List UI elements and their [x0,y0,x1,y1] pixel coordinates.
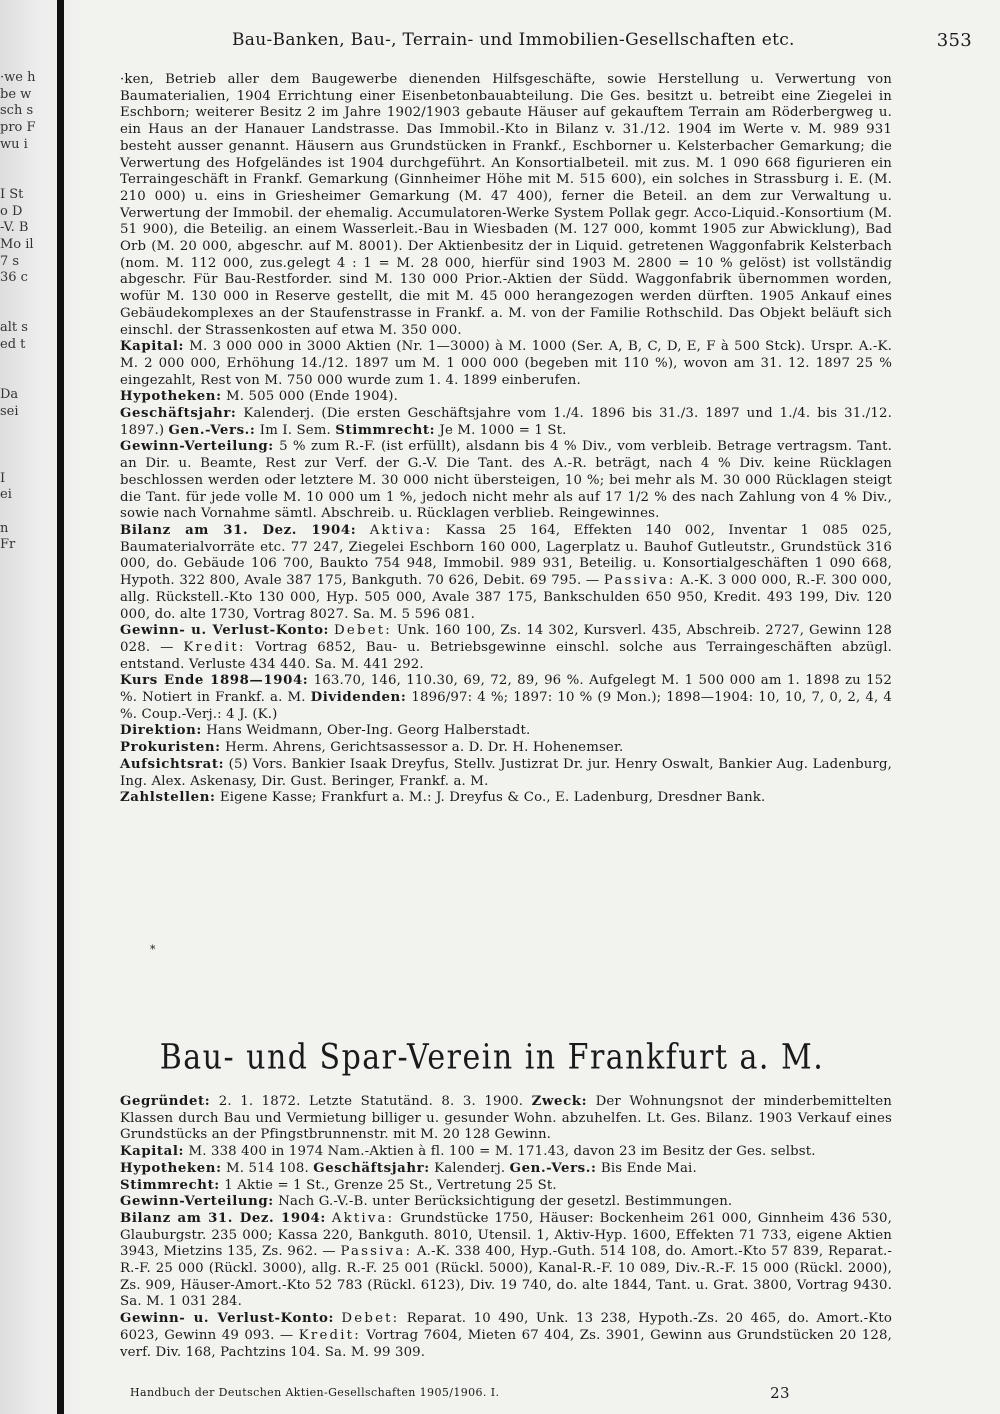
book-spine [57,0,64,1414]
facing-page-fragment: Mo il [0,236,34,252]
facing-page-fragment: n [0,520,9,536]
facing-page-fragment: Da [0,387,19,403]
facing-page-fragment [0,420,56,437]
facing-page-fragment: alt s [0,320,28,336]
company1-business-text: ·ken, Betrieb aller dem Baugewerbe dienenden Hilfsgeschäfte, sowie Herstellung u. Verwertung von Baumaterialien, 1904 Errichtung einer Eisenbetonbauabteilung. Die Ges. besitzt u. betreibt eine Ziegelei in Eschborn; weiterer Besitz 2 im Jahre 1902/1903 gebaute Häuser auf gekauftem Terrain am Röderbergweg u. ein Haus an der Hanauer Landstrasse. Das Immobil.-Kto in Bilanz v. 31./12. 1904 im Werte v. M. 989 931 besteht ausser genannt. Häusern aus Grundstücken in Frankf., Eschborner u. Kelsterbacher Gemarkung; die Verwertung des Hofgeländes ist 1904 durchgeführt. An Konsortialbeteil. mit zus. M. 1 090 668 figurieren ein Terraingeschäft in Frankf. Gemarkung (Ginnheimer Höhe mit M. 515 600), ein solches in Strassburg i. E. (M. 210 000) u. eins in Griesheimer Gemarkung (M. 47 400), ferner die Beteil. an dem zur Verwaltung u. Verwertung der Immobil. der ehemalig. Accumulatoren-Werke System Pollak gegr. Acco-Liquid.-Konsortium (M. 51 900), die Beteilig. an einem Wasserleit.-Bau in Wiesbaden (M. 127 000, kommt 1905 zur Abwicklung), Bad Orb (M. 20 000, abgeschr. auf M. 8001). Der Aktienbesitz der in Liquid. getretenen Waggonfabrik Kelsterbach (nom. M. 112 000, zus.gelegt 4 : 1 = M. 28 000, hierfür sind 1903 M. 2800 = 10 % gelöst) ist vollständig abgeschr. Für Bau-Restforder. sind M. 130 000 Prior.-Aktien der Südd. Waggonfabrik übernommen worden, wofür M. 130 000 in Reserve gestellt, die mit M. 45 000 herangezogen werden dürften. 1905 Ankauf eines Gebäudekomplexes an der Staufenstrasse in Frankf. a. M. von der Familie Rothschild. Das Objekt beläuft sich einschl. der Strassenkosten auf etwa M. 350 000. [120,72,892,338]
entry-end-marker: * [150,943,156,956]
facing-page-fragment [0,454,56,471]
company2-hypotheken: Hypotheken: M. 514 108. Geschäftsjahr: Kalenderj. Gen.-Vers.: Bis Ende Mai. [120,1160,697,1176]
company1-hypotheken: Hypotheken: M. 505 000 (Ende 1904). [120,389,399,405]
company1-direktion: Direktion: Hans Weidmann, Ober-Ing. Georg Halberstadt. [120,723,531,739]
facing-page-fragment: sei [0,403,19,419]
facing-page-fragment: sch s [0,103,34,119]
company1-entry [92,72,892,807]
facing-page-fragment [0,304,56,321]
company2-kapital: Kapital: M. 338 400 in 1974 Nam.-Aktien à fl. 100 = M. 171.43, davon 23 im Besitz der Ges. selbst. [120,1144,816,1160]
company2-title: Bau- und Spar-Verein in Frankfurt a. M. [159,1037,825,1078]
company2-entry [92,1094,892,1361]
facing-page-fragments [0,70,56,554]
facing-page-fragment: wu i [0,136,28,152]
facing-page-fragment [0,287,56,304]
company1-zahlstellen: Zahlstellen: Eigene Kasse; Frankfurt a. M.: J. Dreyfus & Co., E. Ladenburg, Dresdner Bank. [120,790,766,806]
company2-stimmrecht: Stimmrecht: 1 Aktie = 1 St., Grenze 25 St., Vertretung 25 St. [120,1177,557,1193]
facing-page-fragment [0,370,56,387]
company1-bilanz: Bilanz am 31. Dez. 1904: Aktiva: Kassa 25 164, Effekten 140 002, Inventar 1 085 025, Baumaterialvorräte etc. 77 247, Ziegelei Eschborn 160 000, Lagerplatz u. Bauhof Gutleutstr., Grundstück 316 000, do. Gebäude 106 700, Baukto 754 948, Immobil. 989 931, Beteilig. u. Konsortialgeschäften 1 090 668, Hypoth. 322 800, Avale 387 175, Bankguth. 70 626, Debit. 69 795. — Passiva: A.-K. 3 000 000, R.-F. 300 000, allg. Rückstell.-Kto 130 000, Hyp. 505 000, Avale 387 175, Bankschulden 650 950, Kredit. 493 199, Div. 120 000, do. alte 1730, Vortrag 8027. Sa. M. 5 596 081. [120,522,892,622]
page-number: 353 [936,30,972,51]
running-title: Bau-Banken, Bau-, Terrain- und Immobilien-Gesellschaften etc. [232,30,795,50]
footer-book-title: Handbuch der Deutschen Aktien-Gesellschaften 1905/1906. I. [130,1386,500,1399]
company2-bilanz: Bilanz am 31. Dez. 1904: Aktiva: Grundstücke 1750, Häuser: Bockenheim 261 000, Ginnheim 436 530, Glauburgstr. 235 000; Kassa 220, Bankguth. 8010, Utensil. 1, Aktiv-Hyp. 1600, Effekten 71 733, eigene Aktien 3943, Mietzins 135, Zs. 962. — Passiva: A.-K. 338 400, Hyp.-Guth. 514 108, do. Amort.-Kto 57 839, Reparat.-R.-F. 25 000 (Rückl. 3000), allg. R.-F. 25 001 (Rückl. 5000), Kanal-R.-F. 10 089, Div.-R.-F. 15 000 (Rückl. 2000), Zs. 909, Häuser-Amort.-Kto 52 783 (Rückl. 6123), Div. 19 740, do. alte 1844, Tant. u. Grat. 3800, Vortrag 9430. Sa. M. 1 031 284. [120,1210,892,1310]
company1-kapital: Kapital: M. 3 000 000 in 3000 Aktien (Nr. 1—3000) à M. 1000 (Ser. A, B, C, D, E, F à 500 Stck). Urspr. A.-K. M. 2 000 000, Erhöhung 14./12. 1897 um M. 1 000 000 (begeben mit 110 %), wovon am 31. 12. 1897 25 % eingezahlt, Rest von M. 750 000 wurde zum 1. 4. 1899 einberufen. [120,339,892,388]
facing-page-fragment [0,354,56,371]
company1-aufsichtsrat: Aufsichtsrat: (5) Vors. Bankier Isaak Dreyfus, Stellv. Justizrat Dr. jur. Henry Oswalt, Bankier Aug. Ladenburg, Ing. Alex. Askenasy, Dir. Gust. Beringer, Frankf. a. M. [120,756,892,789]
company1-geschaeftsjahr: Geschäftsjahr: Kalenderj. (Die ersten Geschäftsjahre vom 1./4. 1896 bis 31./3. 1897 und 1./4. bis 31./12. 1897.) Gen.-Vers.: Im I. Sem. Stimmrecht: Je M. 1000 = 1 St. [120,406,892,438]
facing-page-fragment [0,170,56,187]
facing-page-fragment [0,437,56,454]
company1-prokuristen: Prokuristen: Herm. Ahrens, Gerichtsassessor a. D. Dr. H. Hohenemser. [120,740,624,756]
facing-page-fragment [0,153,56,170]
facing-page-fragment: 36 c [0,270,28,286]
company2-guv: Gewinn- u. Verlust-Konto: Debet: Reparat. 10 490, Unk. 13 238, Hypoth.-Zs. 20 465, do. Amort.-Kto 6023, Gewinn 49 093. — Kredit: Vortrag 7604, Mieten 67 404, Zs. 3901, Gewinn aus Grundstücken 20 128, verf. Div. 168, Pachtzins 104. Sa. M. 99 309. [120,1311,893,1360]
company2-gegruendet: Gegründet: 2. 1. 1872. Letzte Statutänd. 8. 3. 1900. Zweck: Der Wohnungsnot der minderbemittelten Klassen durch Bau und Vermietung billiger u. gesunder Wohn. abzuhelfen. Lt. Ges. Bilanz. 1903 Verkauf eines Grundstücks an der Pfingstbrunnenstr. mit M. 20 128 Gewinn. [120,1094,892,1143]
facing-page-fragment [0,504,56,521]
facing-page-fragment: ei [0,487,12,503]
company1-gewinn-verteilung: Gewinn-Verteilung: 5 % zum R.-F. (ist erfüllt), alsdann bis 4 % Div., vom verbleib. Betrage vertragsm. Tant. an Dir. u. Beamte, Rest zur Verf. der G.-V. Die Tant. des A.-R. beträgt, nach 4 % Div. keine Rücklagen beschlossen werden oder letztere M. 30 000 nicht übersteigen, 10 %; bei mehr als M. 30 000 Rücklagen steigt die Tant. für jede volle M. 10 000 um 1 %, jedoch nicht mehr als auf 17 1/2 % des nach Zahlung von 4 % Div., sowie nach Vornahme sämtl. Abschreib. u. Rücklagen verblieb. Reingewinnes. [120,439,892,522]
facing-page-fragment: pro F [0,120,36,136]
facing-page-fragment: 7 s [0,253,20,269]
facing-page-fragment: ·we h [0,70,36,85]
page-footer [130,1384,790,1402]
company1-guv: Gewinn- u. Verlust-Konto: Debet: Unk. 160 100, Zs. 14 302, Kursverl. 435, Abschreib. 2727, Gewinn 128 028. — Kredit: Vortrag 6852, Bau- u. Betriebsgewinne einschl. solche aus Terraingeschäften abzügl. entstand. Verluste 434 440. Sa. M. 441 292. [120,623,892,672]
company1-kurs: Kurs Ende 1898—1904: 163.70, 146, 110.30, 69, 72, 89, 96 %. Aufgelegt M. 1 500 000 am 1. 1898 zu 152 %. Notiert in Frankf. a. M. Dividenden: 1896/97: 4 %; 1897: 10 % (9 Mon.); 1898—1904: 10, 10, 7, 0, 2, 4, 4 %. Coup.-Verj.: 4 J. (K.) [120,673,892,722]
page-header [232,30,972,56]
company2-gewinn-verteilung: Gewinn-Verteilung: Nach G.-V.-B. unter Berücksichtigung der gesetzl. Bestimmungen. [120,1194,733,1210]
facing-page-fragment: Fr [0,537,16,553]
footer-signature: 23 [770,1384,790,1402]
facing-page-fragment: I [0,470,6,486]
facing-page-fragment: -V. B [0,220,29,236]
facing-page-fragment: o D [0,203,23,219]
facing-page-fragment: I St [0,186,24,202]
facing-page-fragment: be w [0,86,32,102]
facing-page-fragment: ed t [0,337,26,352]
